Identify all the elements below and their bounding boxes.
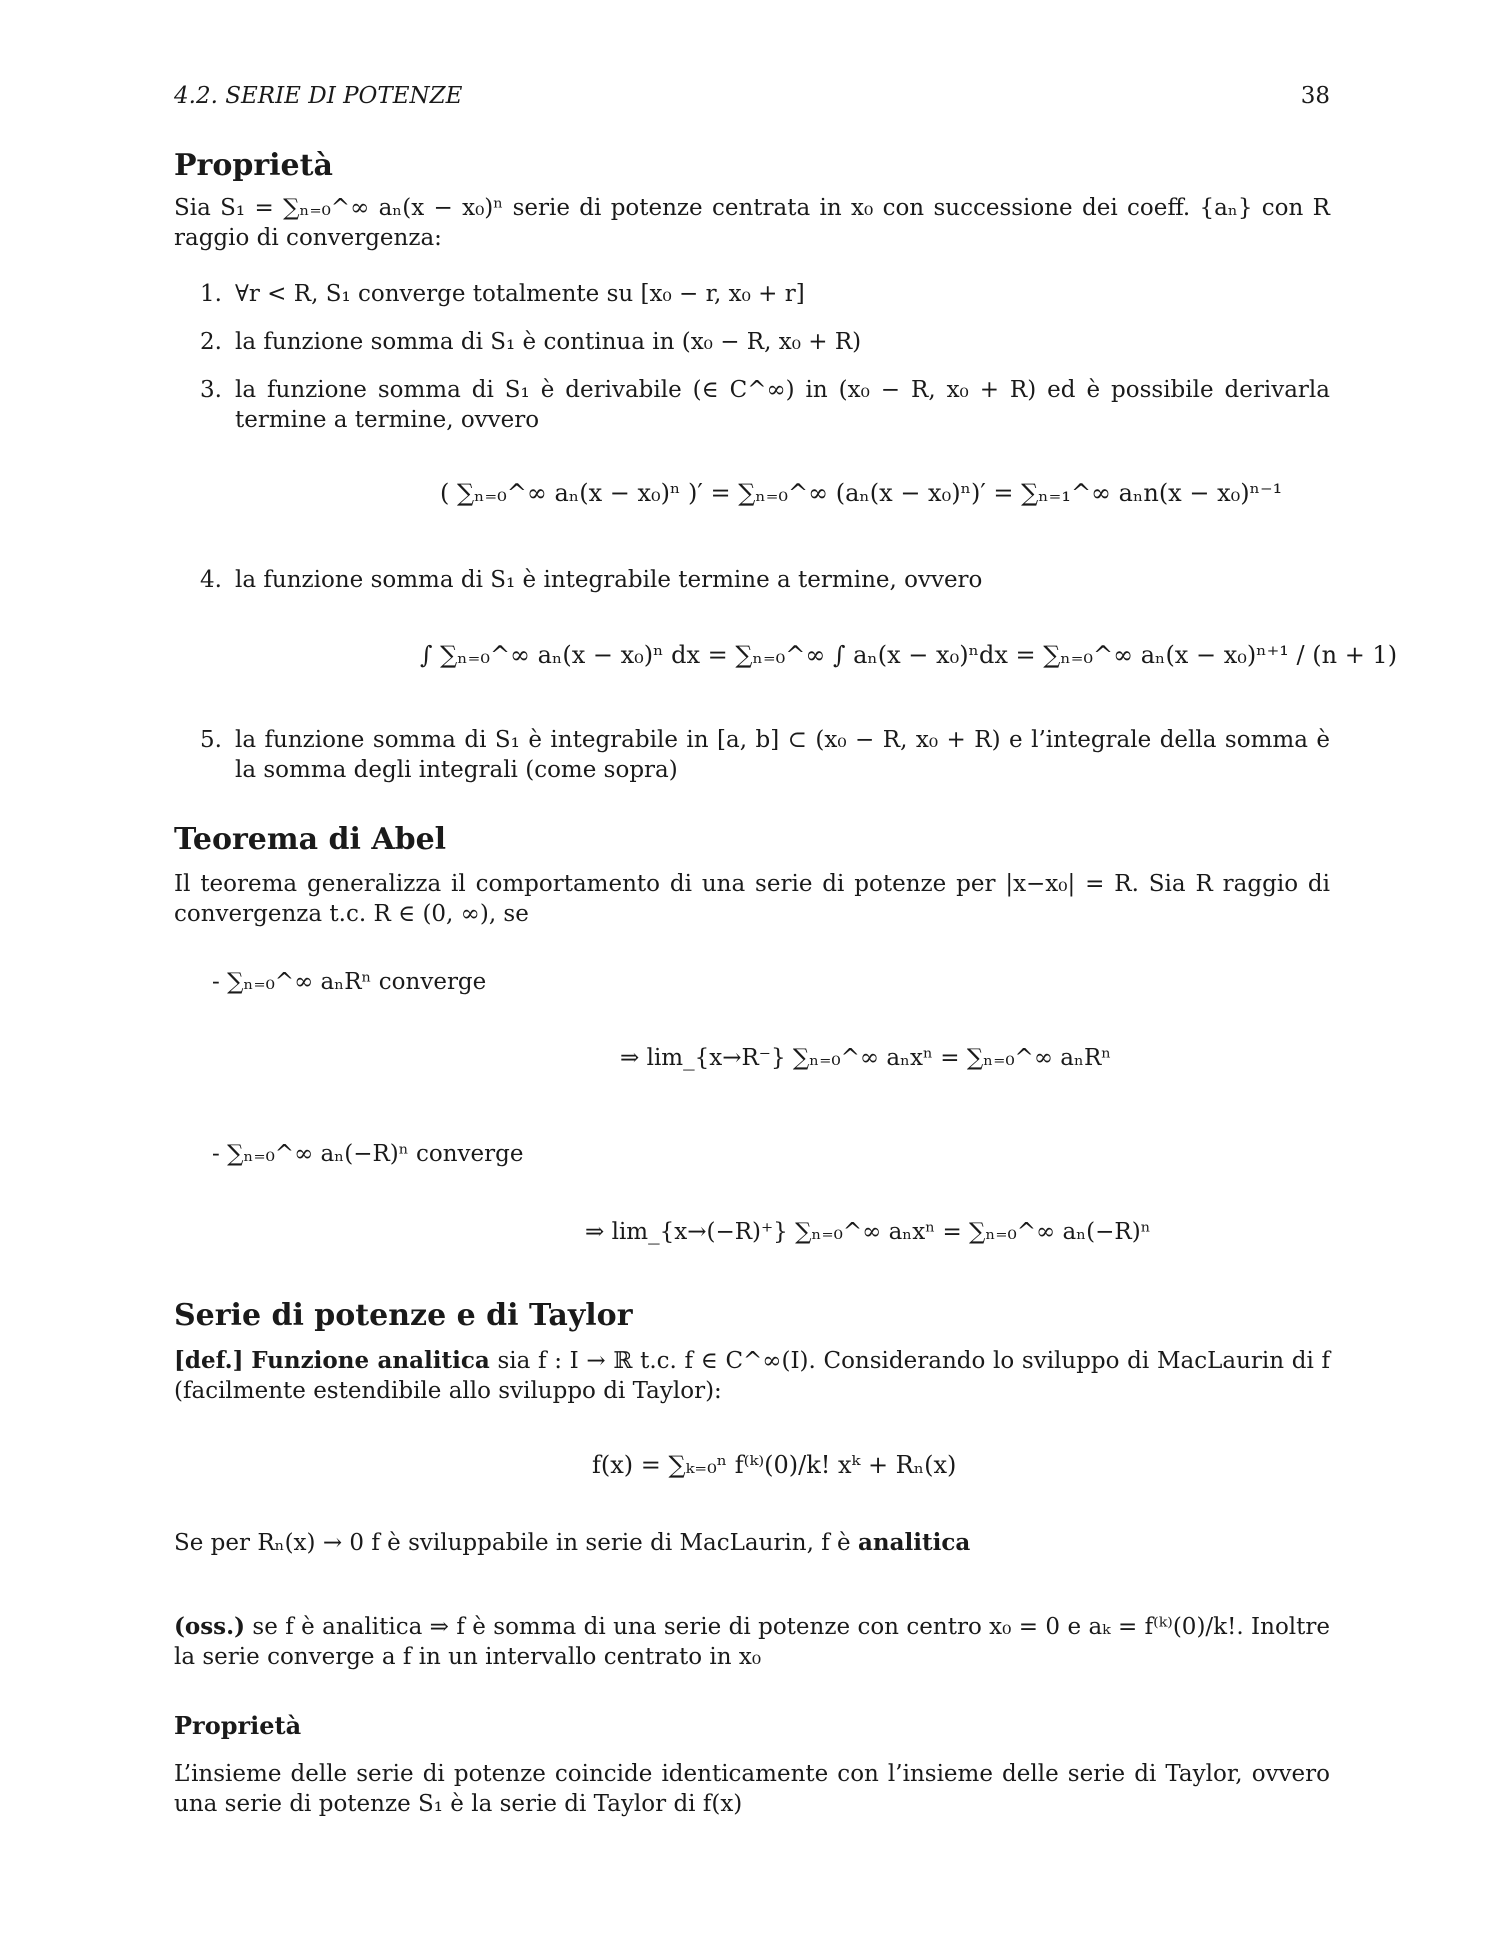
subsection-title-proprieta: Proprietà [174, 1711, 302, 1740]
item-text: la funzione somma di S₁ è continua in (x₀ − R, x₀ + R) [235, 329, 862, 355]
section-title-abel: Teorema di Abel [174, 822, 447, 857]
item-number: 2. [200, 329, 222, 355]
abel-result-1: ⇒ lim_{x→R⁻} ∑ₙ₌₀^∞ aₙxⁿ = ∑ₙ₌₀^∞ aₙRⁿ [620, 1045, 1112, 1071]
abel-case-1: - ∑ₙ₌₀^∞ aₙRⁿ converge [212, 969, 487, 995]
item-number: 1. [200, 281, 222, 307]
equation-integral: ∫ ∑ₙ₌₀^∞ aₙ(x − x₀)ⁿ dx = ∑ₙ₌₀^∞ ∫ aₙ(x − x₀)ⁿdx = ∑ₙ₌₀^∞ aₙ(x − x₀)ⁿ⁺¹ / (n + 1) [420, 641, 1398, 669]
item-text: la funzione somma di S₁ è integrabile termine a termine, ovvero [235, 567, 983, 593]
running-header: 4.2. SERIE DI POTENZE [174, 83, 463, 109]
item-text: la funzione somma di S₁ è integrabile in [a, b] ⊂ (x₀ − R, x₀ + R) e l’integrale della somma è la somma degli integrali (come sopra) [235, 727, 1330, 783]
abel-intro: Il teorema generalizza il comportamento di una serie di potenze per |x−x₀| = R. Sia R raggio di convergenza t.c. R ∈ (0, ∞), se [174, 871, 1330, 927]
property-item-4 [200, 566, 1330, 596]
abel-case-2: - ∑ₙ₌₀^∞ aₙ(−R)ⁿ converge [212, 1141, 524, 1167]
analytic-condition [174, 1528, 1330, 1559]
page-number: 38 [1300, 83, 1330, 109]
equation-derivative: ( ∑ₙ₌₀^∞ aₙ(x − x₀)ⁿ )′ = ∑ₙ₌₀^∞ (aₙ(x − x₀)ⁿ)′ = ∑ₙ₌₁^∞ aₙn(x − x₀)ⁿ⁻¹ [440, 479, 1283, 507]
condition-text: Se per Rₙ(x) → 0 f è sviluppabile in serie di MacLaurin, f è [174, 1530, 851, 1556]
def-text: sia f : I → ℝ t.c. f ∈ C^∞(I). Considerando lo sviluppo di MacLaurin di f (facilmente estendibile allo sviluppo di Taylor): [174, 1348, 1330, 1404]
item-text: ∀r < R, S₁ converge totalmente su [x₀ − r, x₀ + r] [235, 281, 805, 307]
item-number: 4. [200, 567, 222, 593]
def-tag: [def.] [174, 1347, 244, 1374]
section-title-taylor: Serie di potenze e di Taylor [174, 1298, 633, 1333]
abel-result-2: ⇒ lim_{x→(−R)⁺} ∑ₙ₌₀^∞ aₙxⁿ = ∑ₙ₌₀^∞ aₙ(−R)ⁿ [585, 1219, 1151, 1245]
section-title-proprieta: Proprietà [174, 148, 333, 183]
taylor-property-text: L’insieme delle serie di potenze coincide identicamente con l’insieme delle serie di Taylor, ovvero una serie di potenze S₁ è la serie di Taylor di f(x) [174, 1761, 1330, 1817]
oss-tag: (oss.) [174, 1613, 246, 1640]
properties-intro: Sia S₁ = ∑ₙ₌₀^∞ aₙ(x − x₀)ⁿ serie di potenze centrata in x₀ con successione dei coeff. {aₙ} con R raggio di convergenza: [174, 195, 1330, 251]
property-item-1 [200, 280, 1330, 310]
observation [174, 1612, 1330, 1673]
def-name: Funzione analitica [251, 1347, 490, 1374]
definition-analytic [174, 1346, 1330, 1407]
oss-text: se f è analitica ⇒ f è somma di una serie di potenze con centro x₀ = 0 e aₖ = f⁽ᵏ⁾(0)/k!. Inoltre la serie converge a f in un intervallo centrato in x₀ [174, 1614, 1330, 1670]
property-item-2 [200, 328, 1330, 358]
item-number: 3. [200, 377, 222, 403]
property-item-5 [200, 726, 1330, 786]
property-item-3 [200, 376, 1330, 436]
equation-maclaurin: f(x) = ∑ₖ₌₀ⁿ f⁽ᵏ⁾(0)/k! xᵏ + Rₙ(x) [592, 1451, 957, 1479]
condition-bold: analitica [857, 1529, 971, 1556]
item-text: la funzione somma di S₁ è derivabile (∈ C^∞) in (x₀ − R, x₀ + R) ed è possibile derivarla termine a termine, ovvero [235, 377, 1330, 433]
item-number: 5. [200, 727, 222, 753]
